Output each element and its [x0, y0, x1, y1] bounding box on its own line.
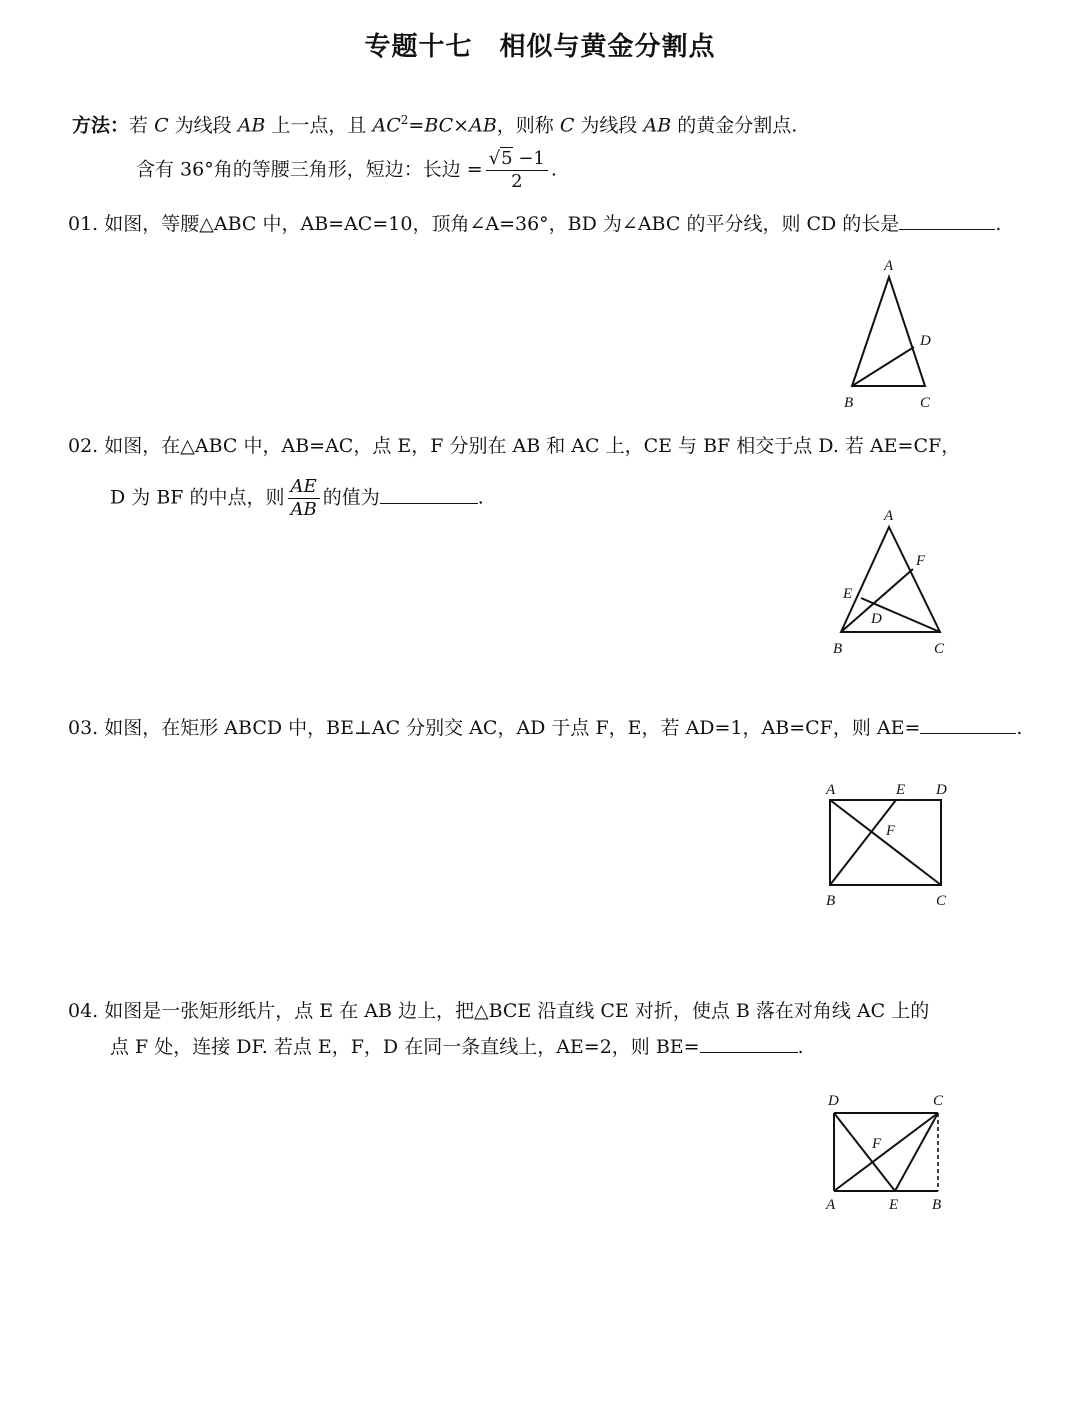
answer-blank[interactable] [899, 211, 995, 230]
answer-blank[interactable] [700, 1034, 798, 1053]
question-04-line2: 点 F 处，连接 DF. 若点 E，F，D 在同一条直线上，AE=2，则 BE= . [110, 1036, 804, 1058]
label-E: E [896, 782, 906, 798]
label-C: C [933, 1093, 944, 1109]
golden-ratio-fraction: $\frac{√5 -1}{2}$ [486, 148, 548, 193]
method-golden-ratio-line: 含有 36°角的等腰三角形，短边：长边 = $\frac{√5 -1}{2}$ . [136, 148, 557, 192]
label-F: F [916, 553, 926, 569]
question-02: 02. 如图，在△ABC 中，AB=AC，点 E，F 分别在 AB 和 AC 上，CE 与 BF 相交于点 D. 若 AE=CF， [68, 435, 961, 457]
answer-blank[interactable] [920, 715, 1016, 734]
label-A: A [826, 782, 836, 798]
label-F: F [886, 823, 896, 839]
question-02-line2: D 为 BF 的中点，则 $\frac{AE}{AB}$ 的值为 . [110, 476, 484, 520]
label-B: B [932, 1197, 942, 1213]
figure-rectangle-perpendicular [818, 777, 968, 912]
method-line: 方法：若 C 为线段 AB 上一点，且 $AC^2=BC\times AB$，则称 C 为线段 AB 的黄金分割点. [72, 113, 798, 137]
label-E: E [889, 1197, 899, 1213]
label-B: B [844, 395, 854, 411]
label-C: C [934, 641, 945, 657]
label-D: D [871, 611, 882, 627]
label-C: C [920, 395, 931, 411]
page-title: 专题十七 相似与黄金分割点 [364, 32, 716, 62]
figure-isosceles-triangle-bisector [830, 250, 950, 415]
figure-folded-rectangle [818, 1088, 968, 1218]
label-D: D [828, 1093, 839, 1109]
label-D: D [920, 333, 931, 349]
label-A: A [884, 258, 894, 274]
question-04: 04. 如图是一张矩形纸片，点 E 在 AB 边上，把△BCE 沿直线 CE 对折，使点 B 落在对角线 AC 上的 [68, 1000, 930, 1022]
label-C: C [936, 893, 947, 909]
answer-blank[interactable] [380, 485, 478, 504]
label-D: D [936, 782, 947, 798]
label-B: B [833, 641, 843, 657]
label-E: E [843, 586, 853, 602]
method-label: 方法： [72, 114, 130, 137]
label-A: A [884, 508, 894, 524]
question-03: 03. 如图，在矩形 ABCD 中，BE⊥AC 分别交 AC，AD 于点 F，E，若 AD=1，AB=CF，则 AE= . [68, 717, 1023, 739]
label-B: B [826, 893, 836, 909]
ae-ab-fraction: $\frac{AE}{AB}$ [288, 476, 320, 521]
label-A: A [826, 1197, 836, 1213]
label-F: F [872, 1136, 882, 1152]
question-01: 01. 如图，等腰△ABC 中，AB=AC=10，顶角∠A=36°，BD 为∠ABC 的平分线，则 CD 的长是 . [68, 213, 1002, 235]
figure-triangle-cevians [828, 503, 958, 663]
